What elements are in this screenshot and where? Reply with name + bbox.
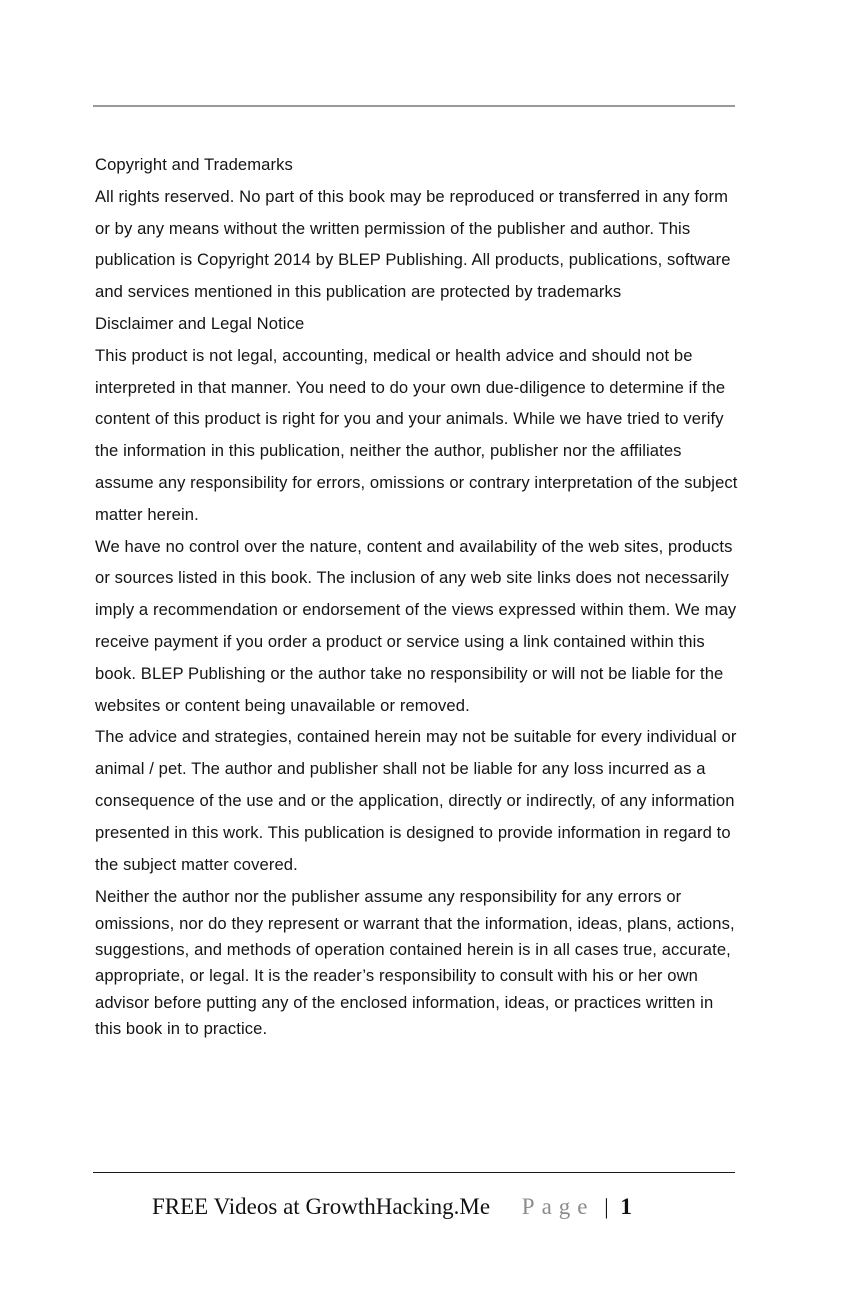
disclaimer-paragraph: We have no control over the nature, content and availability of the web sites, products or sources listed in this book. The inclusion of any web site links does not necessarily imply a recommendation or endorsement of the views expressed within them. We may receive payment if you order a product or service using a link contained within this book. BLEP Publishing or the author take no responsibility or will not be liable for the websites or content being unavailable or removed.	[95, 536, 737, 715]
footer-divider	[93, 1172, 735, 1173]
page-footer	[152, 1194, 632, 1230]
disclaimer-paragraph: This product is not legal, accounting, medical or health advice and should not be interpreted in that manner. You need to do your own due-diligence to determine if the content of this product is right for you and your animals. While we have tried to verify the information in this publication, neither the author, publisher nor the affiliates assume any responsibility for errors, omissions or contrary interpretation of the subject matter herein.	[95, 345, 738, 524]
copyright-paragraph: All rights reserved. No part of this book may be reproduced or transferred in any form or by any means without the written permission of the publisher and author. This publication is Copyright 2014 by BLEP Publishing. All products, publications, software and services mentioned in this publication are protected by trademarks	[95, 186, 731, 302]
disclaimer-paragraph: The advice and strategies, contained herein may not be suitable for every individual or animal / pet. The author and publisher shall not be liable for any loss incurred as a consequence of the use and or the application, directly or indirectly, of any information presented in this work. This publication is designed to provide information in regard to the subject matter covered.	[95, 727, 737, 874]
copyright-heading: Copyright and Trademarks	[95, 155, 293, 174]
page-body	[95, 149, 740, 1042]
header-divider	[93, 105, 735, 107]
disclaimer-paragraph: Neither the author nor the publisher assume any responsibility for any errors or omissions, nor do they represent or warrant that the information, ideas, plans, actions, suggestions, and methods of operation contained herein is in all cases true, accurate, appropriate, or legal. It is the reader’s responsibility to consult with his or her own advisor before putting any of the enclosed information, ideas, or practices written in this book in to practice.	[95, 887, 735, 1038]
page-number: 1	[620, 1194, 632, 1219]
footer-promo-text: FREE Videos at GrowthHacking.Me	[152, 1194, 491, 1219]
disclaimer-heading: Disclaimer and Legal Notice	[95, 313, 305, 333]
page-label: Page	[521, 1194, 595, 1219]
page-separator: |	[604, 1194, 609, 1219]
